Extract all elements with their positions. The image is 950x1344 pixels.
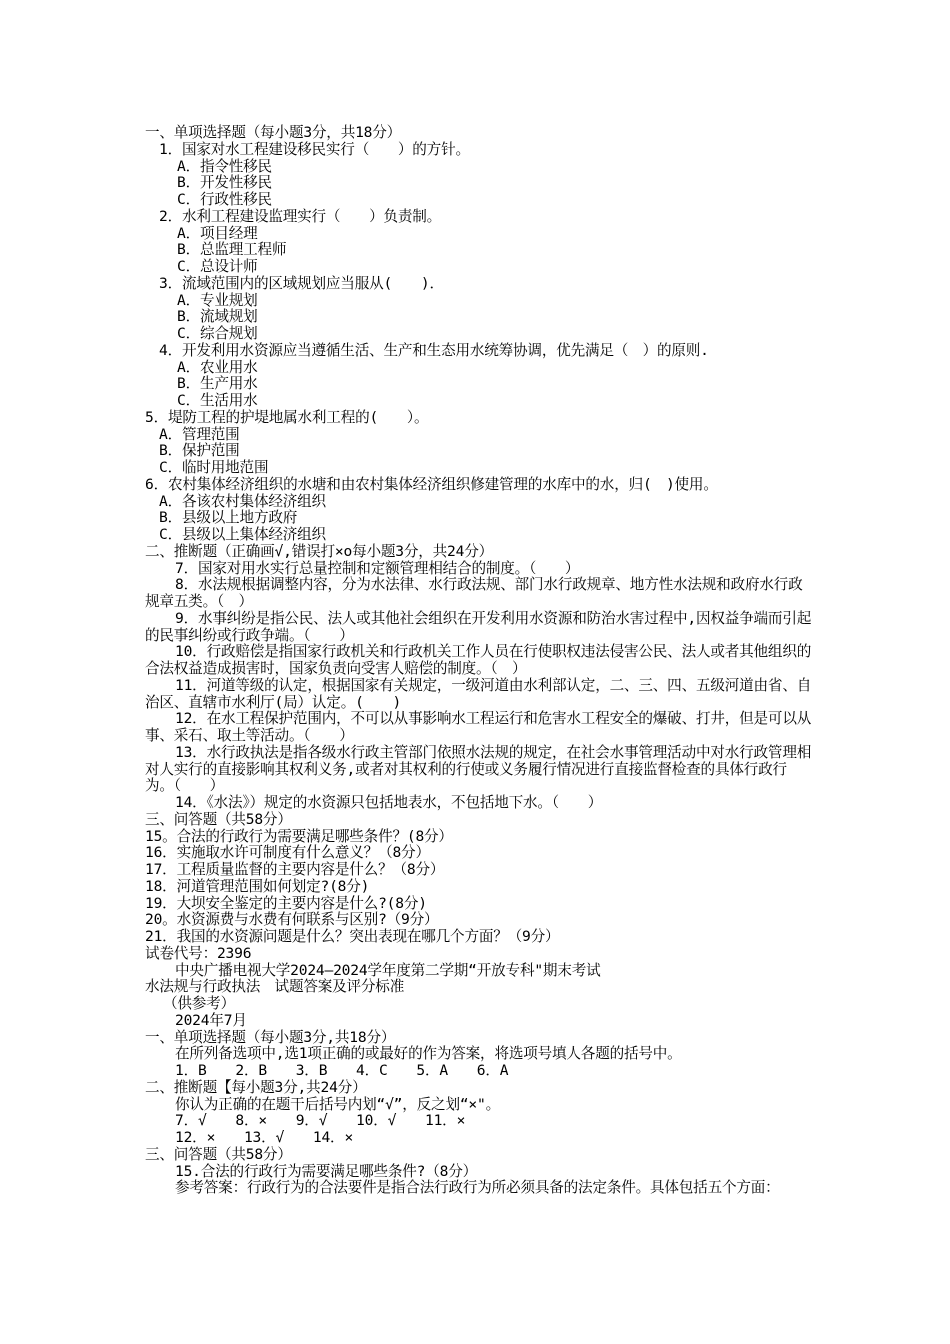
question-option: C．总设计师 — [177, 258, 258, 275]
answer-section1-instruction: 在所列备选项中,选1项正确的或最好的作为答案，将选项号填人各题的括号中。 — [175, 1045, 682, 1063]
essay-question: 17．工程质量监督的主要内容是什么？（8分） — [145, 861, 445, 878]
answer-section2-key-row2: 12．× 13．√ 14．× — [175, 1129, 354, 1146]
section3-heading: 三、问答题（共58分） — [145, 810, 292, 828]
essay-question: 20。水资源费与水费有何联系与区别?（9分） — [145, 911, 439, 929]
question-option: C．行政性移民 — [177, 191, 272, 208]
judgement-item: 8．水法规根据调整内容，分为水法律、水行政法规、部门水行政规章、地方性水法规和政府水行政规章五类。（ ） — [145, 576, 803, 610]
question-stem: 6．农村集体经济组织的水塘和由农村集体经济组织修建管理的水库中的水，归( )使用。 — [145, 475, 718, 493]
answer-section1-key: 1．B 2．B 3．B 4．C 5．A 6．A — [175, 1062, 509, 1079]
question-option: A．各该农村集体经济组织 — [159, 492, 326, 510]
essay-question: 19．大坝安全鉴定的主要内容是什么?(8分) — [145, 894, 427, 912]
reference-note: （供参考） — [163, 995, 235, 1012]
question-stem: 2．水利工程建设监理实行（ ）负责制。 — [159, 207, 442, 225]
section1-heading: 一、单项选择题（每小题3分，共18分） — [145, 124, 402, 141]
question-option: A．农业用水 — [177, 358, 258, 376]
essay-question: 16．实施取水许可制度有什么意义？（8分） — [145, 844, 430, 862]
question-option: C．临时用地范围 — [159, 459, 269, 476]
question-option: B．开发性移民 — [177, 174, 272, 192]
answer-section1-heading: 一、单项选择题（每小题3分,共18分） — [145, 1028, 396, 1046]
exam-date: 2024年7月 — [175, 1011, 247, 1029]
section2-heading: 二、推断题（正确画√,错误打×o每小题3分，共24分） — [145, 542, 493, 560]
question-option: A．指令性移民 — [177, 157, 272, 175]
exam-code: 试卷代号：2396 — [145, 944, 252, 962]
question-stem: 3．流域范围内的区域规划应当服从( )． — [159, 274, 444, 292]
question-option: A．专业规划 — [177, 291, 258, 309]
judgement-item: 9．水事纠纷是指公民、法人或其他社会组织在开发利用水资源和防治水害过程中,因权益争端而引起的民事纠纷或行政争端。（ ） — [145, 609, 812, 644]
essay-question: 18．河道管理范围如何划定?(8分) — [145, 877, 370, 895]
judgement-item: 14．《水法》）规定的水资源只包括地表水，不包括地下水。（ ） — [175, 794, 603, 811]
question-option: B．保护范围 — [159, 442, 240, 460]
reference-answer: 参考答案：行政行为的合法要件是指合法行政行为所必须具备的法定条件。具体包括五个方面： — [175, 1179, 780, 1197]
question-option: B．县级以上地方政府 — [159, 509, 298, 527]
exam-document — [145, 125, 815, 1197]
judgement-item: 11．河道等级的认定，根据国家有关规定，一级河道由水利部认定，二、三、四、五级河道由省、自治区、直辖市水利厅(局）认定。( ) — [145, 676, 812, 711]
answer-section2-instruction: 你认为正确的在题干后括号内划“√”，反之划“×"。 — [175, 1095, 501, 1113]
judgement-item: 7．国家对用水实行总量控制和定额管理相结合的制度。（ ） — [175, 559, 580, 577]
subject-title: 水法规与行政执法 试题答案及评分标准 — [145, 978, 405, 996]
question-option: B．流域规划 — [177, 308, 258, 326]
answer-section3-heading: 三、问答题（共58分） — [145, 1145, 292, 1163]
question-option: B．生产用水 — [177, 375, 258, 393]
question-option: C．综合规划 — [177, 325, 258, 342]
answer-section2-key-row1: 7．√ 8．× 9．√ 10．√ 11．× — [175, 1112, 466, 1130]
question-option: C．县级以上集体经济组织 — [159, 526, 326, 543]
school-title: 中央广播电视大学2024—2024学年度第二学期“开放专科"期末考试 — [175, 961, 601, 979]
question-option: A．项目经理 — [177, 224, 258, 242]
question-option: C．生活用水 — [177, 392, 258, 409]
question-stem: 4．开发利用水资源应当遵循生活、生产和生态用水统筹协调，优先满足（ ）的原则. — [159, 341, 709, 359]
answer-section2-heading: 二、推断题【每小题3分,共24分） — [145, 1078, 367, 1096]
judgement-item: 10．行政赔偿是指国家行政机关和行政机关工作人员在行使职权违法侵害公民、法人或者其他组织的合法权益造成损害时，国家负责向受害人赔偿的制度。（ ） — [145, 643, 812, 677]
essay-question: 21．我国的水资源问题是什么？突出表现在哪几个方面？（9分） — [145, 928, 560, 945]
judgement-item: 13．水行政执法是指各级水行政主管部门依照水法规的规定，在社会水事管理活动中对水行政管理相对人实行的直接影响其权利义务,或者对其权利的行使或义务履行情况进行直接监督检查的具体行政行为。（ ） — [145, 743, 812, 795]
question-stem: 5．堤防工程的护堤地属水利工程的( ）。 — [145, 408, 429, 426]
question-stem: 1．国家对水工程建设移民实行（ ）的方针。 — [159, 140, 470, 158]
question-option: A．管理范围 — [159, 425, 240, 443]
answer-q15: 15.合法的行政行为需要满足哪些条件?（8分） — [175, 1162, 478, 1180]
question-option: B．总监理工程师 — [177, 241, 287, 259]
judgement-item: 12．在水工程保护范围内，不可以从事影响水工程运行和危害水工程安全的爆破、打井，但是可以从事、采石、取土等活动。（ ） — [145, 710, 812, 744]
essay-question: 15。合法的行政行为需要满足哪些条件？(8分） — [145, 827, 453, 845]
